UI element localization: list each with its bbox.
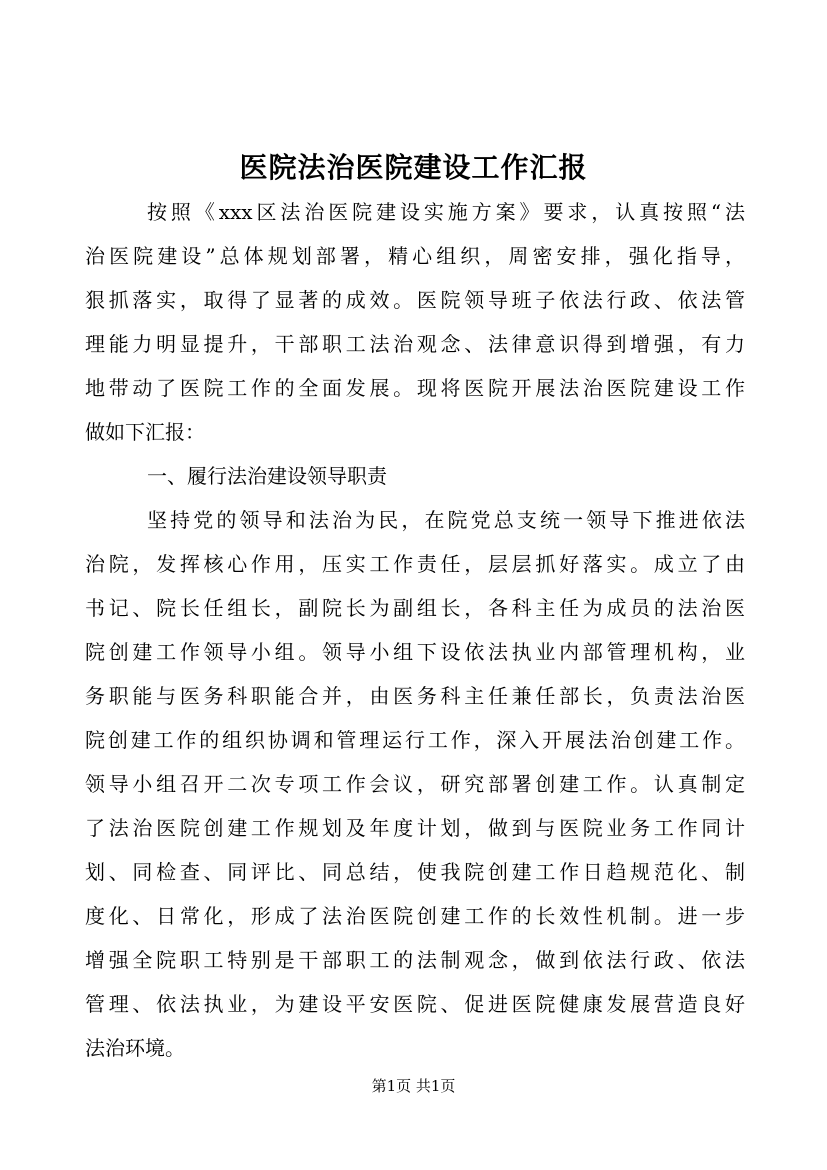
document-body xyxy=(85,190,745,1070)
text-line: 地带动了医院工作的全面发展。现将医院开展法治医院建设工作 xyxy=(85,376,745,400)
text-line: 院创建工作的组织协调和管理运行工作，深入开展法治创建工作。 xyxy=(85,728,745,752)
text-line: 领导小组召开二次专项工作会议，研究部署创建工作。认真制定 xyxy=(85,772,745,796)
text-line: 做如下汇报： xyxy=(85,420,205,444)
text-line: 治医院建设”总体规划部署，精心组织，周密安排，强化指导， xyxy=(85,244,745,268)
text-line: 了法治医院创建工作规划及年度计划，做到与医院业务工作同计 xyxy=(85,816,745,840)
section-heading xyxy=(85,454,745,498)
text-line: 狠抓落实，取得了显著的成效。医院领导班子依法行政、依法管 xyxy=(85,288,745,312)
text-line: 理能力明显提升，干部职工法治观念、法律意识得到增强，有力 xyxy=(85,332,745,356)
text-line: 度化、日常化，形成了法治医院创建工作的长效性机制。进一步 xyxy=(85,904,745,928)
text-line: 院创建工作领导小组。领导小组下设依法执业内部管理机构，业 xyxy=(85,640,745,664)
text-line: 坚持党的领导和法治为民，在院党总支统一领导下推进依法 xyxy=(147,508,745,532)
paragraph-intro xyxy=(85,190,745,454)
text-line: 按照《xxx区法治医院建设实施方案》要求，认真按照“法 xyxy=(147,200,745,224)
page-footer: 第1页 共1页 xyxy=(371,1077,456,1095)
text-line: 务职能与医务科职能合并，由医务科主任兼任部长，负责法治医 xyxy=(85,684,745,708)
text-line: 管理、依法执业，为建设平安医院、促进医院健康发展营造良好 xyxy=(85,992,745,1016)
section-heading-text: 一、履行法治建设领导职责 xyxy=(147,464,387,488)
text-line: 书记、院长任组长，副院长为副组长，各科主任为成员的法治医 xyxy=(85,596,745,620)
text-line: 划、同检查、同评比、同总结，使我院创建工作日趋规范化、制 xyxy=(85,860,745,884)
document-title: 医院法治医院建设工作汇报 xyxy=(239,151,588,184)
text-line: 增强全院职工特别是干部职工的法制观念，做到依法行政、依法 xyxy=(85,948,745,972)
paragraph-section-1 xyxy=(85,498,745,1070)
text-line: 治院，发挥核心作用，压实工作责任，层层抓好落实。成立了由 xyxy=(85,552,745,576)
text-line: 法治环境。 xyxy=(85,1036,185,1060)
